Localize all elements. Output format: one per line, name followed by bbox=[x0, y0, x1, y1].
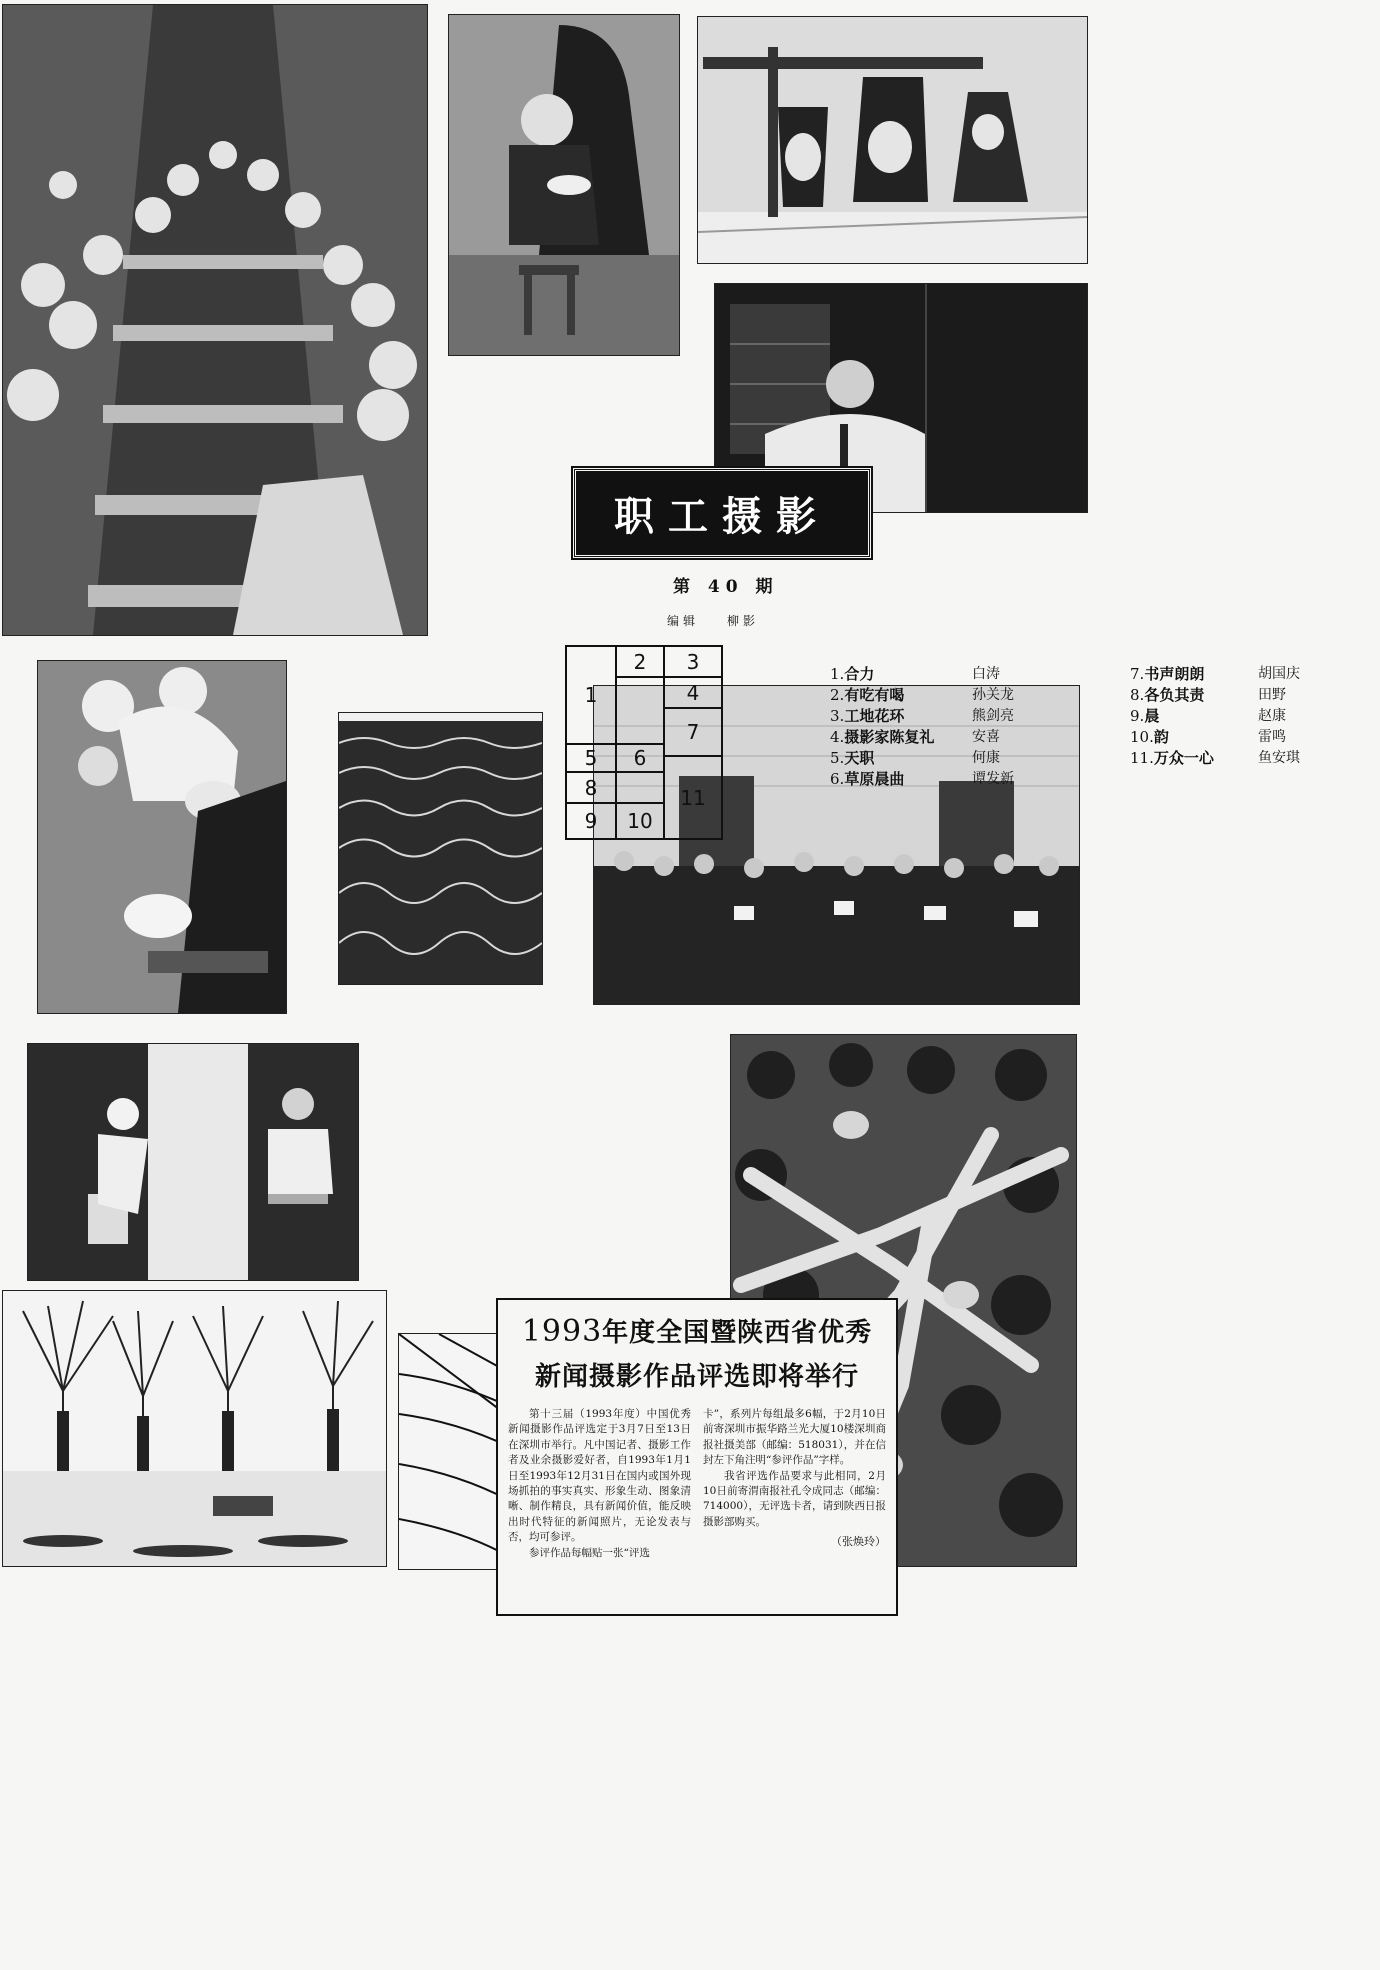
article-paragraph: 卡”，系列片每组最多6幅，于2月10日前寄深圳市振华路兰光大厦10楼深圳商报社摄美部（邮编：518031），并在信封左下角注明“参评作品”字样。 bbox=[703, 1408, 886, 1467]
captions-list-left bbox=[830, 664, 1014, 790]
key-cell-2: 2 bbox=[615, 645, 665, 678]
article-paragraph: 我省评选作品要求与此相同，2月10日前寄渭南报社孔令成同志（邮编：714000），无评选卡者，请到陕西日报摄影部购买。 bbox=[703, 1469, 886, 1528]
caption-row: 11. 万众一心 鱼安琪 bbox=[1130, 749, 1300, 767]
key-cell-5: 5 bbox=[565, 743, 617, 773]
key-cell-9: 9 bbox=[565, 802, 617, 840]
column-title-box bbox=[573, 468, 871, 558]
captions-list-right bbox=[1130, 664, 1300, 769]
caption-row: 5. 天职 何康 bbox=[830, 749, 1000, 767]
article-column-right bbox=[703, 1407, 886, 1561]
photo-railway-workers bbox=[2, 4, 428, 636]
caption-row: 4. 摄影家陈复礼 安喜 bbox=[830, 728, 1000, 746]
article-signature: （张焕玲） bbox=[831, 1535, 886, 1549]
photo-grassland bbox=[338, 712, 543, 985]
caption-row: 2. 有吃有喝 孙关龙 bbox=[830, 686, 1014, 704]
article-paragraph: 第十三届（1993年度）中国优秀新闻摄影作品评选定于3月7日至13日在深圳市举行。凡中国记者、摄影工作者及业余摄影爱好者，自1993年1月1日至1993年12月31日在国内或国外现场抓拍的事实真实、形象生动、图象清晰、制作精良，具有新闻价值，能反映出时代特征的新闻照片，无论发表与否，均可参评。 bbox=[508, 1408, 691, 1544]
key-cell-8: 8 bbox=[565, 771, 617, 804]
photo-layout-key bbox=[565, 645, 763, 840]
caption-row: 8. 各负其责 田野 bbox=[1130, 686, 1286, 704]
caption-row: 10. 韵 雷鸣 bbox=[1130, 728, 1286, 746]
key-cell-6: 6 bbox=[615, 743, 665, 773]
news-article bbox=[496, 1298, 898, 1616]
article-title: 1993年度全国暨陕西省优秀 新闻摄影作品评选即将举行 bbox=[521, 1314, 873, 1392]
caption-row: 3. 工地花环 熊剑亮 bbox=[830, 707, 1014, 725]
key-cell-10: 10 bbox=[615, 802, 665, 840]
editor-name: 柳影 bbox=[727, 614, 760, 628]
caption-row: 1. 合力 白涛 bbox=[830, 665, 1000, 683]
photo-elderly-seated bbox=[27, 1043, 359, 1281]
key-cell-3: 3 bbox=[663, 645, 723, 678]
key-cell-7: 7 bbox=[663, 707, 723, 757]
key-cell-11: 11 bbox=[663, 755, 723, 840]
caption-row: 9. 晨 赵康 bbox=[1130, 707, 1286, 725]
photo-surgeon bbox=[37, 660, 287, 1014]
key-cell-1: 1 bbox=[565, 645, 617, 745]
caption-row: 7. 书声朗朗 胡国庆 bbox=[1130, 665, 1300, 683]
key-cell-4: 4 bbox=[663, 676, 723, 709]
editor-label: 编辑 bbox=[667, 614, 700, 628]
article-paragraph: 参评作品每幅贴一张“评选 bbox=[529, 1546, 650, 1559]
caption-row: 6. 草原晨曲 谭发新 bbox=[830, 770, 1014, 788]
photo-construction-site bbox=[697, 16, 1088, 264]
issue-number: 第 40 期 bbox=[673, 577, 779, 597]
article-column-left bbox=[508, 1407, 691, 1561]
photo-willow-trees bbox=[2, 1290, 387, 1567]
column-title: 职工摄影 bbox=[614, 492, 830, 540]
editor-credit bbox=[667, 612, 759, 629]
photo-child-eating bbox=[448, 14, 680, 356]
